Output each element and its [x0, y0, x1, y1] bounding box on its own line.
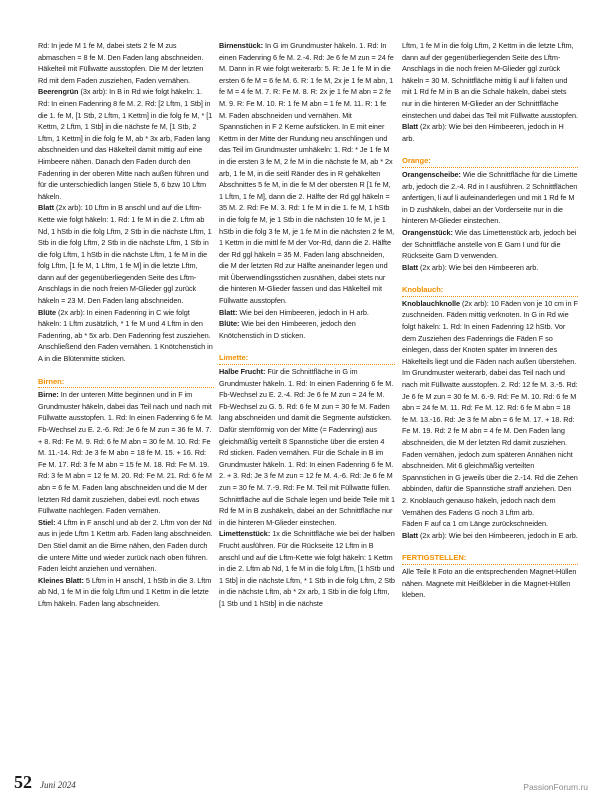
section-divider: [38, 387, 214, 388]
paragraph: [402, 121, 578, 144]
subheading: Birne:: [38, 390, 59, 400]
paragraph-text: In der unteren Mitte beginnen und in F im Grundmuster häkeln, dabei das Teil nach und nach mit Füllwatte ausstopfen. 1. Rd: In einen Fadenring 6 fe M. Fb-Wechsel zu E. 2.-6. Rd: Je 6 fe M zun = 36 fe M. 7. + 8. Rd: Fe M. 9. Rd: 6 fe M abn = 30 fe M. 10. Rd: Fe M. 11.-14. Rd: Je 3 fe M abn = 18 fe M. 15. + 16. Rd: Fe M. 17. Rd: 3 fe M abn = 15 fe M. 18. Rd: Fe M. 19. Rd: 3 fe M abn = 12 fe M. 20. Rd: Fe M. 21. Rd: 6 fe M abn = 6 fe M. Faden lang abschneiden und die M der letzten Rd damit zusziehen, dabei evtl. noch etwas Füllwatte nachlegen. Faden vernähen.: [38, 390, 213, 516]
paragraph-text: 5 Lftm in H anschl, 1 hStb in die 3. Lftm ab Nd, 1 fe M in die folg Lftm und 1 Kettm in die letzte Lftm häkeln. Faden lang abschneiden.: [38, 575, 212, 608]
paragraph-text: (3x arb): In B in Rd wie folgt häkeln: 1. Rd: In einen Fadenring 8 fe M. 2. Rd: [2 Lftm, 1 Stb] in die 1. fe M, [1 Stb, 2 Lftm, 1 Kettm] in die folg fe M, * [1 Kettm, 2 Lftm, 1 Stb] in die nächste fe M, [1 Stb, 2 Lftm, 1 Kettm] in die folg fe M, ab * 3x arb, Faden lang abschneiden und das Häkelteil damit mittig auf eine Himbeere nähen. Danach den Faden durch den Fadenring in der oberen Mitte nach außen führen und für die unterschiedlich langen Stiele 5, 6 bzw 10 Lftm häkeln.: [38, 87, 213, 201]
paragraph: [219, 366, 395, 528]
subheading: Blüte:: [219, 319, 240, 329]
section-divider: [402, 296, 578, 297]
paragraph: [38, 202, 214, 306]
paragraph-text: Wie bei den Himbeeren, jedoch in H arb.: [239, 307, 369, 317]
subheading: Birnenstück:: [219, 41, 264, 50]
watermark: PassionForum.ru: [523, 782, 588, 792]
paragraph: [402, 298, 578, 518]
subheading: Blatt: [402, 262, 418, 272]
paragraph: [38, 517, 214, 575]
paragraph: [219, 307, 395, 319]
paragraph: [38, 307, 214, 365]
paragraph-text: (2x arb): 10 Fäden von je 10 cm in F zuschneiden. Fäden mittig verknoten. In G in Rd wie folgt häkeln: 1. Rd: In einen Fadenring 12 hStb. Vor dem Zusziehen des Fadenrings die Fäden F so einlegen, dass der Knoten später im Inneren des Häkelteils liegt und die Fäden nach außen überstehen. Im Grundmuster weiterarb, dabei das Teil nach und nach mit Füllwatte ausstopfen. 2. Rd: 12 fe M. 3.-5. Rd: Je 6 fe M zun = 30 fe M. 6.-9. Rd: Fe M. 10. Rd: 6 fe M abn = 24 fe M. 11. Rd: Fe M. 12. Rd: 6 fe M abn = 18 fe M. 13.-16. Rd: Je 3 fe M abn = 6 fe M. 17. + 18. Rd: Fe M. 19. Rd: 2 fe M abn = 4 fe M. Den Faden lang abschneiden, die M der letzten Rd damit zusziehen. Faden vernähen, jedoch zum späteren Annähen nicht abschneiden. Mit 6 gleichmäßig verteilten Spannstichen in G jeweils über die 2.-14. Rd die Zehen abbinden, dafür die Spannstiche straff anziehen. Den 2. Knoblauch genauso häkeln, jedoch nach dem Vernähen des Fadens G noch 3 Lftm arb.: [402, 298, 578, 517]
issue-date: Juni 2024: [40, 780, 76, 790]
subheading: Beerengrün: [38, 87, 79, 97]
page-number: 52: [14, 772, 32, 792]
subheading: Blüte: [38, 307, 56, 317]
section-heading-orange: Orange:: [402, 156, 431, 166]
paragraph-text: (2x arb): 10 Lftm in B anschl und auf die Lftm-Kette wie folgt häkeln: 1. Rd: 1 fe M in die 2. Lftm ab Nd, 1 hStb in die folg Lftm, 2 Stb in die nächste Lftm, 1 Stb in die folg Lftm, 2 Stb in die nächste Lftm, 1 Stb in die folg Lftm, 1 hStb in die nächste Lftm, 1 fe M in die folg Lftm, [1 fe M, 1 Lftm, 1 fe M] in die letzte Lftm, dann auf der gegenüberliegenden Seite des Lftm-Anschlags in die noch freien M-Glieder ggl zurück häkeln = 23 M. Den Faden lang abschneiden.: [38, 203, 212, 306]
subheading: Orangenstück:: [402, 227, 453, 237]
paragraph: Fäden F auf ca 1 cm Länge zurückschneiden.: [402, 519, 548, 529]
subheading: Knoblauchknolle: [402, 298, 461, 308]
paragraph: [38, 86, 214, 202]
paragraph: [219, 40, 395, 307]
subheading: Blatt: [38, 203, 54, 213]
paragraph: [219, 528, 395, 609]
paragraph-text: 1x die Schnittfläche wie bei der halben Frucht ausführen. Für die Rückseite 12 Lftm in B anschl und auf die Lftm-Kette wie folgt häkeln: 1 Kettm in die 2. Lftm ab Nd, 1 fe M in die folg Lftm, [1 hStb und 1 Stb] in die nächste Lftm, * 1 Stb in die folg Lftm, 2 Stb in die nächste Lftm, ab * 2x arb, 1 Stb in die folg Lftm, [1 Stb und 1 hStb] in die nächste: [219, 529, 395, 608]
column-left: [38, 40, 214, 760]
column-right: [402, 40, 578, 760]
page-footer: [14, 772, 76, 792]
paragraph-text: Wie bei den Himbeeren, jedoch den Knötchenstich in D sticken.: [219, 319, 356, 340]
paragraph-text: (2x arb): Wie bei den Himbeeren arb.: [419, 262, 539, 272]
paragraph-text: In G im Grundmuster häkeln. 1. Rd: In einen Fadenring 6 fe M. 2.-4. Rd: Je 6 fe M zun = 24 fe M. Dann in R wie folgt weiterarb: 5. R: Je 1 fe M in die ersten 6 fe M = 6 fe M. 6. R: 1 fe M, 2x je 1 fe M abn, 1 fe M = 4 fe M. 7. R: Fe M. 8. R: 2x je 1 fe M abn = 2 fe M. 9. R: Fe M. 10. R: 1 fe M abn = 1 fe M. 11. R: 1 fe M. Faden abschneiden und vernähen. Mit Spannstichen in F 2 Kerne aufsticken. In E mit einer Kettm in der Mitte der Rundung neu anschlingen und das Teil im Grundmuster umhäkeln: 1. Rd: * Je 1 fe M in die ersten 3 fe M, 2 fe M in die nächste fe M, ab * 2x arb, 1 fe M, in die seitl Ränder des in R gehäkelten Abschnittes 5 fe M, in die fe M der obersten R [1 fe M, 1 Lftm, 1 fe M], dann die 2. Hälfte der Rd ggl häkeln = 35 M. 2. Rd: Fe M. 3. Rd: 1 fe M in die 1. fe M, 1 hStb in die folg fe M, je 1 Stb in die nächsten 10 fe M, je 1 hStb in die folg 3 fe M, je 1 fe M in die nächsten 2 fe M, 1 Kettm in die mittl fe M der Vor-Rd, dann die 2. Hälfte der Rd ggl häkeln = 35 M. Faden lang abschneiden, die M der letzten Rd zur Hälfte aneinander legen und mit Überwendlingsstichen zusnähen, dabei stets nur die hinteren M-Glieder fassen und das Häkelteil mit Füllwatte ausstopfen.: [219, 41, 395, 306]
paragraph-text: 4 Lftm in F anschl und ab der 2. Lftm von der Nd aus in jede Lftm 1 Kettm arb. Faden lang abschneiden. Den Stiel damit an die Birne nähen, den Faden durch die untere Mitte und wieder zurück nach oben führen. Faden leicht anziehen und vernähen.: [38, 517, 213, 574]
paragraph: Alle Teile lt Foto an die entsprechenden Magnet-Hüllen nähen. Magnete mit Heißkleber in die Magnet-Hüllen kleben.: [402, 566, 577, 600]
subheading: Blatt:: [219, 307, 238, 317]
subheading: Orangenscheibe:: [402, 169, 461, 179]
subheading: Limettenstück:: [219, 529, 271, 539]
subheading: Kleines Blatt:: [38, 575, 84, 585]
paragraph-text: Wie das Limettenstück arb, jedoch bei der Schnittfläche anstelle von E Garn I und für die Rückseite Garn D verwenden.: [402, 227, 577, 261]
section-divider: [219, 364, 395, 365]
paragraph-text: Wie die Schnittfläche für die Limette arb, jedoch die 2.-4. Rd in I ausführen. 2 Schnittflächen anfertigen, li auf li aufeinanderlegen und mit 1 Rd fe M in D zushäkeln, dabei an der Vorderseite nur in die hinteren M-Glieder einstechen.: [402, 169, 578, 226]
column-middle: [219, 40, 395, 760]
paragraph-text: (2x arb): Wie bei den Himbeeren, jedoch in E arb.: [419, 530, 578, 540]
paragraph-text: (2x arb): Wie bei den Himbeeren, jedoch in H arb.: [402, 122, 564, 143]
subheading: Halbe Frucht:: [219, 367, 266, 377]
section-heading-knoblauch: Knoblauch:: [402, 285, 444, 295]
paragraph: [402, 262, 578, 274]
paragraph: [402, 169, 578, 227]
paragraph: [38, 389, 214, 517]
paragraph: [219, 318, 395, 341]
paragraph-text: (2x arb): In einen Fadenring in C wie folgt häkeln: 1 Lftm zusätzlich, * 1 fe M und 4 Lftm in den Fadenring, ab * 5x arb. Den Fadenring fest zusziehen. Anschließend den Faden vernähen. 1 Knötchenstich in A in die Blütenmitte sticken.: [38, 307, 213, 364]
paragraph: Rd: In jede M 1 fe M, dabei stets 2 fe M zus abmaschen = 8 fe M. Den Faden lang abschneiden. Häkelteil mit Füllwatte ausstopfen. Die M der letzten Rd mit dem Faden zusziehen, Faden vernähen.: [38, 41, 204, 85]
paragraph: Lftm, 1 fe M in die folg Lftm, 2 Kettm in die letzte Lftm, dann auf der gegenüberliegenden Seite des Lftm-Anschlags in die noch freien M-Glieder ggl zurück häkeln = 30 M. Schnittfläche mittig li auf li falten und mit 1 Rd fe M in B an die Schale häkeln, dabei stets nur in die hinteren M-Glieder an der Schnittfläche einstechen und dabei das Teil mit Füllwatte ausstopfen.: [402, 41, 578, 120]
paragraph-text: Für die Schnittfläche in G im Grundmuster häkeln. 1. Rd: In einen Fadenring 6 fe M. Fb-Wechsel zu E. 2.-4. Rd: Je 6 fe M zun = 24 fe M. Fb-Wechsel zu G. 5. Rd: 6 fe M zun = 30 fe M. Faden lang abschneiden und damit die Segmente aufsticken. Dafür sternförmig von der Mitte (= Fadenring) aus gleichmäßig verteilt 8 Spannstiche über die ersten 4 Rd sticken. Faden vernähen. Für die Schale in B im Grundmuster häkeln. 1. Rd: In einen Fadenring 6 fe M. 2. + 3. Rd: Je 3 fe M zun = 12 fe M. 4.-6. Rd: Je 6 fe M zun = 30 fe M. 7.-9. Rd: Fe M. Teil mit Füllwatte füllen. Schnittfläche auf die Schale legen und beide Teile mit 1 Rd fe M in B zushäkeln, dabei an der Schnittfläche nur in die hinteren M-Glieder einstechen.: [219, 367, 395, 527]
subheading: Stiel:: [38, 517, 56, 527]
section-heading-birnen: Birnen:: [38, 376, 65, 386]
subheading: Blatt: [402, 530, 418, 540]
paragraph: [402, 227, 578, 262]
paragraph: [38, 575, 214, 610]
section-divider: [402, 167, 578, 168]
section-heading-limette: Limette:: [219, 353, 249, 363]
paragraph: [402, 530, 578, 542]
section-heading-fertigstellen: FERTIGSTELLEN:: [402, 553, 467, 563]
subheading: Blatt: [402, 122, 418, 132]
section-divider: [402, 564, 578, 565]
